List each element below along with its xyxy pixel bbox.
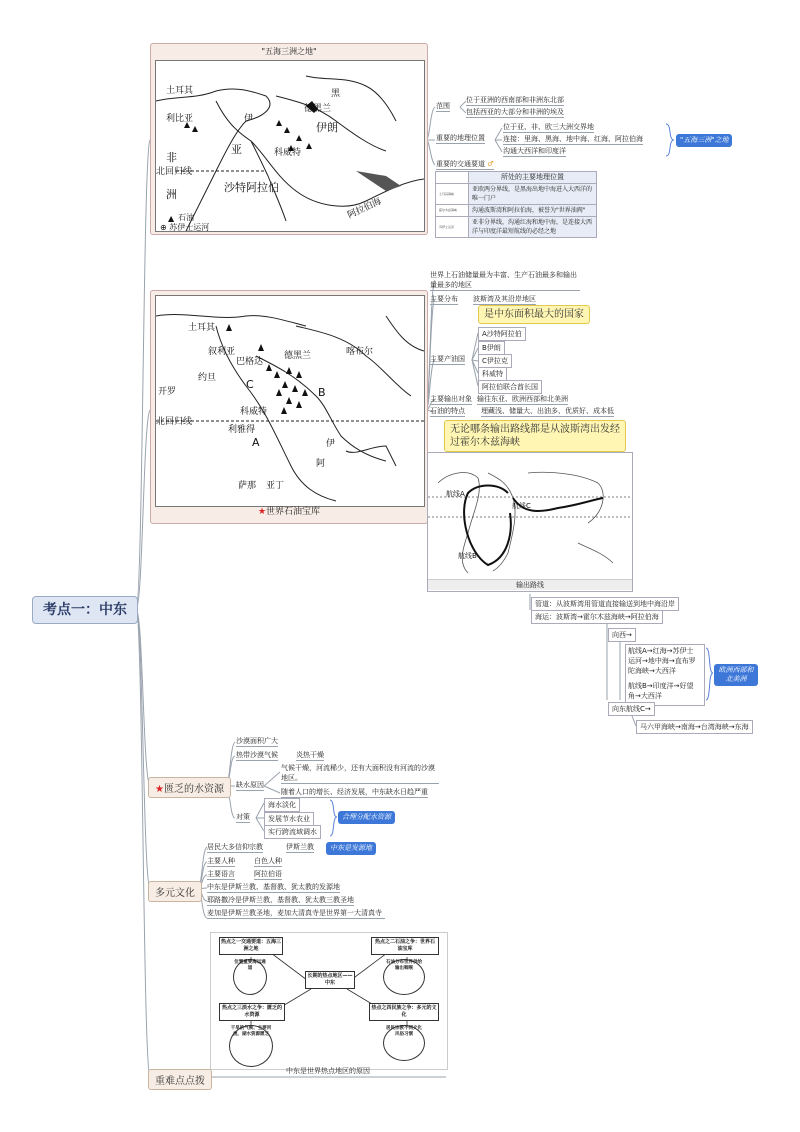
- map-label: 亚丁: [266, 481, 285, 491]
- map-label: 北回归线: [156, 417, 193, 427]
- map-label: 科威特: [274, 148, 302, 158]
- route-label: 航线C: [512, 502, 531, 510]
- climate-value: 炎热干燥: [296, 751, 324, 759]
- race-label: 主要人种: [207, 857, 235, 865]
- route-a: 航线A→红海→苏伊士运河→地中海→直布罗陀海峡→大西洋: [628, 647, 696, 675]
- oil-map-panel: [150, 290, 428, 524]
- route-label: 航线B: [458, 552, 477, 560]
- map-label: 阿: [316, 459, 326, 469]
- shortage-label: 缺水原因: [236, 781, 264, 789]
- east-route: 马六甲海峡→南海→台湾海峡→东海: [636, 720, 753, 734]
- map-label: 亚: [231, 143, 242, 156]
- features-label: 石油的特点: [430, 407, 465, 415]
- hotspot-box: 热点之三淡水之争：匮乏的水资源: [219, 1003, 285, 1021]
- culture-fact: 中东是伊斯兰教、基督教、犹太教的发源地: [207, 883, 340, 891]
- map-label: 萨那: [238, 481, 257, 491]
- location-item: 位于亚、非、欧三大洲交界地: [503, 123, 594, 131]
- east-routes-label: 向东航线C→: [608, 702, 655, 716]
- map-label: 北回归线: [156, 167, 193, 177]
- west-routes-label: 向西→: [608, 628, 636, 642]
- hotspot-center: 长期的热点地区——中东: [305, 971, 355, 989]
- map-title: "五海三洲之地": [261, 47, 317, 56]
- callout-hormuz: 无论哪条输出路线都是从波斯湾出发经过霍尔木兹海峡: [444, 420, 626, 452]
- map-label: 巴格达: [236, 357, 264, 367]
- oil-treasure-map: [155, 295, 425, 507]
- map-legend-oil: 石油: [178, 213, 194, 222]
- map-label: 开罗: [158, 387, 177, 397]
- language-label: 主要语言: [207, 870, 235, 878]
- keypoints-section-title[interactable]: 重难点点拨: [148, 1069, 212, 1090]
- shipping-route: 海运：波斯湾→霍尔木兹海峡→阿拉伯海: [531, 610, 663, 624]
- distribution-value: 波斯湾及其沿岸地区: [473, 295, 536, 303]
- export-label: 主要输出对象: [430, 395, 472, 403]
- table-cell: 沟通波斯湾和阿拉伯海，被誉为"世界油阀": [469, 205, 597, 217]
- section1-map-panel: [150, 43, 428, 235]
- country-item: 科威特: [478, 367, 507, 381]
- distribution-label: 主要分布: [430, 295, 458, 303]
- measures-label: 对策: [236, 813, 250, 821]
- route-b: 航线B→印度洋→好望角→大西洋: [628, 682, 694, 700]
- route-map-caption: 输出路线: [428, 579, 632, 590]
- location-label: 重要的地理位置: [436, 134, 485, 142]
- race-value: 白色人种: [254, 857, 282, 865]
- export-value: 输往东亚、欧洲西部和北美洲: [477, 395, 568, 403]
- map-label: 叙利亚: [208, 347, 236, 357]
- fanwei-item: 位于亚洲的西南部和非洲东北部: [466, 96, 564, 104]
- measure-item: 实行跨流域调水: [264, 825, 321, 839]
- map-label: 土耳其: [166, 86, 194, 96]
- measure-item: 发展节水农业: [264, 812, 314, 826]
- fanwei-item: 包括西亚的大部分和非洲的埃及: [466, 108, 564, 116]
- country-item: C伊拉克: [478, 354, 512, 368]
- location-tag: "五海三洲"之地: [676, 134, 732, 147]
- map-label: A: [252, 436, 260, 449]
- map-label: 伊: [244, 114, 254, 124]
- table-cell: 亚非分界线，沟通红海和地中海，是连接大西洋与印度洋最短航线的必经之地: [469, 217, 597, 238]
- culture-fact: 耶路撒冷是伊斯兰教、基督教、犹太教三教圣地: [207, 896, 354, 904]
- oil-map-caption: ★世界石油宝库: [257, 507, 321, 517]
- culture-section-title[interactable]: 多元文化: [148, 881, 202, 902]
- features-value: 埋藏浅、储量大、出油多、优质好、成本低: [481, 407, 614, 415]
- five-seas-map: [155, 60, 425, 232]
- measure-item: 海水淡化: [264, 798, 300, 812]
- religion-label: 居民大多信仰宗教: [207, 843, 263, 851]
- hotspot-diagram: [210, 932, 448, 1070]
- country-item: B伊朗: [478, 341, 505, 355]
- map-label: 土耳其: [188, 323, 216, 333]
- map-label: 约旦: [198, 373, 217, 383]
- country-item: A沙特阿拉伯: [478, 327, 526, 341]
- hotspot-box: 热点之二石油之争：世界石油宝库: [371, 937, 439, 955]
- table-key: 霍尔木兹海峡: [436, 205, 469, 217]
- map-label: 伊: [326, 439, 336, 449]
- hotspot-box: 热点之一交通要道：五海三洲之地: [219, 937, 283, 955]
- countries-label: 主要产油国: [430, 355, 465, 363]
- west-tag: 欧洲西部和北美洲: [714, 664, 758, 686]
- table-cell: 亚欧两分界线，是黑海出地中海进入大西洋的唯一门户: [469, 184, 597, 205]
- traffic-label: 重要的交通要道 ♂: [436, 160, 494, 168]
- hotspot-box: 热点之四民族之争：多元的文化: [369, 1003, 439, 1021]
- map-label: 伊朗: [316, 121, 338, 134]
- fanwei-label: 范围: [436, 102, 450, 110]
- hotspot-oval: 位置重要海运通道: [233, 959, 267, 995]
- language-value: 阿拉伯语: [254, 870, 282, 878]
- table-key: 苏伊士运河: [436, 217, 469, 238]
- table-header: 所处的主要地理位置: [469, 172, 597, 184]
- shortage-item: 气候干燥，河流稀少，还有大面积没有河流的沙漠地区。: [281, 763, 439, 784]
- water-item: 热带沙漠气候: [236, 751, 278, 759]
- location-item: 连接：里海、黑海、地中海、红海、阿拉伯海: [503, 135, 643, 143]
- hotspot-oval: 居民宗教不同文化风俗习惯: [383, 1025, 425, 1061]
- map-label: 沙特阿拉伯: [224, 181, 279, 194]
- religion-tag: 中东是发源地: [326, 842, 376, 855]
- map-label: C: [246, 378, 254, 391]
- route-map-drawing: [428, 453, 632, 581]
- table-key: 土耳其海峡: [436, 184, 469, 205]
- water-section-title[interactable]: ★匮乏的水资源: [148, 777, 231, 798]
- keypoints-caption: 中东是世界热点地区的原因: [286, 1067, 370, 1075]
- water-item: 沙漠面积广大: [236, 737, 278, 745]
- map-label: 喀布尔: [346, 347, 374, 357]
- hotspot-oval: 石油分布世界供给输出咽喉: [383, 959, 425, 995]
- map-label: 非: [166, 151, 177, 164]
- root-topic[interactable]: 考点一：中东: [32, 596, 138, 624]
- location-item: 沟通大西洋和印度洋: [503, 147, 566, 155]
- pipeline-route: 管道：从波斯湾用管道直接输送到地中海沿岸: [531, 597, 679, 611]
- route-label: 航线A: [446, 490, 465, 498]
- oil-triangle-legend: ▲: [168, 214, 175, 223]
- callout-largest-country: 是中东面积最大的国家: [478, 305, 590, 324]
- culture-fact: 麦加是伊斯兰教圣地，麦加大清真寺是世界第一大清真寺: [207, 908, 385, 919]
- map-label: 黑: [331, 89, 341, 99]
- map-label: 德黑兰: [284, 351, 312, 361]
- shortage-item: 随着人口的增长、经济发展，中东缺水日趋严重: [281, 788, 428, 796]
- measures-tag: 合理分配水资源: [338, 811, 395, 824]
- religion-value: 伊斯兰教: [286, 843, 314, 851]
- country-item: 阿拉伯联合酋长国: [478, 380, 542, 394]
- map-label: 科威特: [240, 407, 268, 417]
- map-label: 利比亚: [166, 114, 194, 124]
- map-label: B: [318, 386, 326, 399]
- map-label: 德黑兰: [304, 104, 332, 114]
- route-map-box: [427, 452, 633, 592]
- straits-table: [435, 171, 597, 238]
- oil-intro: 世界上石油储量最为丰富、生产石油最多和输出量最多的地区: [430, 270, 580, 291]
- map-label: 利雅得: [228, 425, 256, 435]
- map-legend-canal: ⊕ 苏伊士运河: [160, 223, 210, 232]
- hotspot-oval: 干旱的气候、主要河流、湖水资源匮乏: [229, 1025, 273, 1067]
- map-label: 洲: [166, 188, 177, 201]
- map-label: 阿拉伯海: [346, 196, 384, 222]
